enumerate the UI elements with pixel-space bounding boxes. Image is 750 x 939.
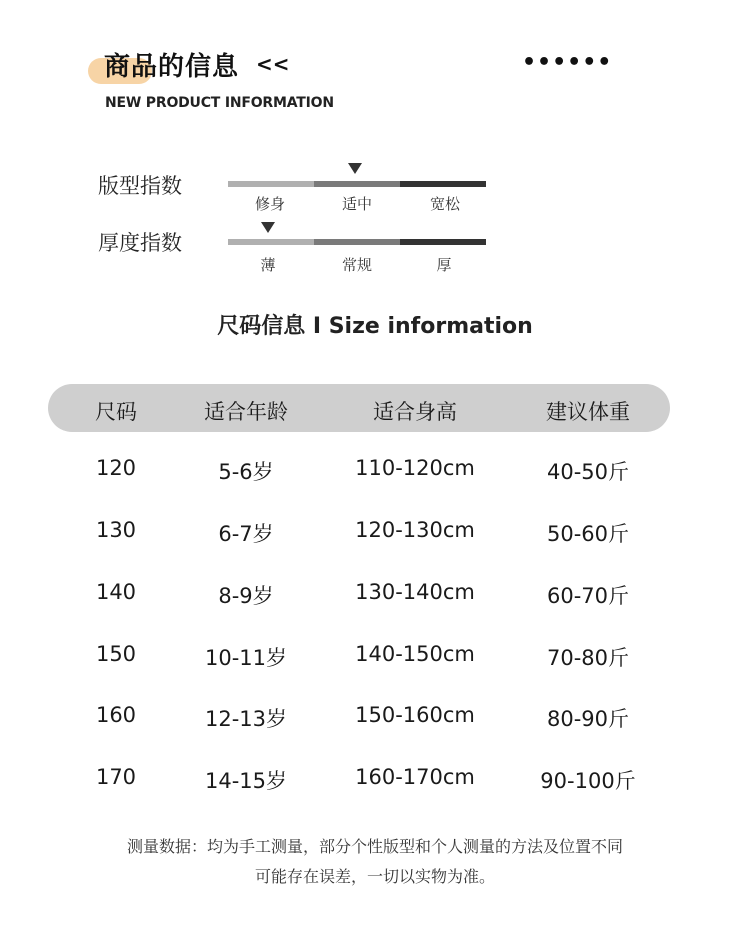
fit-marker-icon (348, 163, 362, 174)
row-6-age: 14-15岁 (204, 769, 288, 793)
fit-tick-regular: 适中 (341, 195, 372, 213)
row-5-weight: 80-90斤 (546, 707, 630, 731)
row-3-height: 130-140cm (355, 580, 475, 604)
row-1-age: 5-6岁 (218, 460, 274, 484)
row-4-weight: 70-80斤 (546, 646, 630, 670)
measurement-note-line-2: 可能存在误差，一切以实物为准。 (254, 867, 495, 886)
size-info-title: 尺码信息 I Size information (217, 314, 533, 339)
thickness-tick-thick: 厚 (436, 256, 452, 274)
fit-bar-segment-2 (314, 181, 400, 187)
row-1-weight: 40-50斤 (546, 460, 630, 484)
fit-tick-slim: 修身 (254, 195, 285, 213)
thickness-bar-segment-1 (228, 239, 314, 245)
row-3-age: 8-9岁 (218, 584, 274, 608)
thickness-bar-segment-2 (314, 239, 400, 245)
row-4-height: 140-150cm (355, 642, 475, 666)
fit-bar-segment-3 (400, 181, 486, 187)
row-6-height: 160-170cm (355, 765, 475, 789)
thickness-tick-thin: 薄 (260, 256, 276, 274)
section-subtitle: NEW PRODUCT INFORMATION (105, 95, 334, 111)
row-6-weight: 90-100斤 (540, 769, 636, 793)
double-chevron-left-icon: << (256, 52, 290, 76)
row-4-age: 10-11岁 (204, 646, 288, 670)
section-title: 商品的信息 (104, 52, 240, 82)
row-4-size: 150 (95, 642, 137, 666)
row-2-age: 6-7岁 (218, 522, 274, 546)
row-2-height: 120-130cm (355, 518, 475, 542)
row-5-size: 160 (95, 703, 137, 727)
row-2-size: 130 (95, 518, 137, 542)
row-3-weight: 60-70斤 (546, 584, 630, 608)
row-6-size: 170 (95, 765, 137, 789)
measurement-note-line-1: 测量数据：均为手工测量，部分个性版型和个人测量的方法及位置不同 (126, 837, 623, 856)
fit-index-label: 版型指数 (98, 174, 182, 198)
fit-bar-segment-1 (228, 181, 314, 187)
row-2-weight: 50-60斤 (546, 522, 630, 546)
header-size: 尺码 (95, 400, 137, 424)
thickness-tick-regular: 常规 (341, 256, 372, 274)
row-1-size: 120 (95, 456, 137, 480)
header-weight: 建议体重 (546, 400, 630, 424)
header-age: 适合年龄 (204, 400, 288, 424)
thickness-marker-icon (261, 222, 275, 233)
row-5-height: 150-160cm (355, 703, 475, 727)
header-height: 适合身高 (373, 400, 457, 424)
dots-decoration: •••••• (522, 50, 613, 75)
row-3-size: 140 (95, 580, 137, 604)
thickness-index-label: 厚度指数 (98, 231, 182, 255)
thickness-bar-segment-3 (400, 239, 486, 245)
fit-tick-loose: 宽松 (429, 195, 460, 213)
row-1-height: 110-120cm (355, 456, 475, 480)
row-5-age: 12-13岁 (204, 707, 288, 731)
